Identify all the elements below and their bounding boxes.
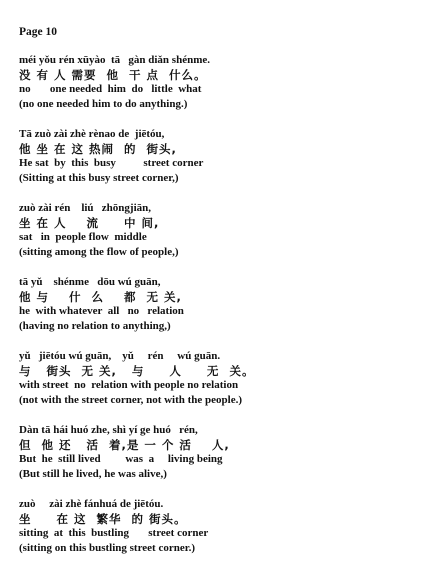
translation-line: (no one needed him to do anything.) (19, 97, 188, 110)
stanza-1 (19, 53, 419, 111)
stanza-5 (19, 349, 419, 407)
pinyin-line: zuò zài rén liú zhōngjiān, (19, 202, 152, 214)
stanza-4 (19, 275, 419, 333)
hanzi-line: 坐 在 这 繁华 的 街头。 (19, 511, 187, 526)
stanza-3 (19, 201, 419, 259)
gloss-line: But he still lived was a living being (19, 453, 223, 465)
stanza-7 (19, 497, 419, 555)
hanzi-line: 没 有 人 需要 他 干 点 什么。 (19, 67, 207, 82)
pinyin-line: yǔ jiētóu wú guān, yǔ rén wú guān. (19, 350, 221, 362)
hanzi-line: 与 街头 无 关, 与 人 无 关。 (19, 363, 255, 378)
translation-line: (not with the street corner, not with the people.) (19, 393, 243, 406)
hanzi-line: 坐 在 人 流 中 间, (19, 215, 160, 230)
gloss-line: no one needed him do little what (19, 83, 202, 95)
translation-line: (sitting among the flow of people,) (19, 245, 179, 258)
hanzi-line: 他 与 什 么 都 无 关, (19, 289, 182, 304)
hanzi-line: 但 他 还 活 着,是 一 个 活 人, (19, 437, 230, 452)
hanzi-line: 他 坐 在 这 热闹 的 街头, (19, 141, 177, 156)
pinyin-line: Dàn tā hái huó zhe, shì yí ge huó rén, (19, 424, 198, 436)
page-label: Page 10 (19, 26, 58, 38)
gloss-line: sat in people flow middle (19, 231, 147, 243)
gloss-line: He sat by this busy street corner (19, 157, 204, 169)
gloss-line: sitting at this bustling street corner (19, 527, 209, 539)
stanza-6 (19, 423, 419, 481)
pinyin-line: méi yǒu rén xūyào tā gàn diǎn shénme. (19, 54, 210, 66)
translation-line: (But still he lived, he was alive,) (19, 467, 167, 480)
stanza-2 (19, 127, 419, 185)
gloss-line: with street no relation with people no relation (19, 379, 239, 391)
pinyin-line: tā yǔ shénme dōu wú guān, (19, 276, 161, 288)
translation-line: (having no relation to anything,) (19, 319, 171, 332)
gloss-line: he with whatever all no relation (19, 305, 184, 317)
translation-line: (sitting on this bustling street corner.) (19, 541, 195, 554)
translation-line: (Sitting at this busy street corner,) (19, 171, 179, 184)
pinyin-line: Tā zuò zài zhè rènao de jiētóu, (19, 128, 165, 140)
pinyin-line: zuò zài zhè fánhuá de jiētóu. (19, 498, 164, 510)
